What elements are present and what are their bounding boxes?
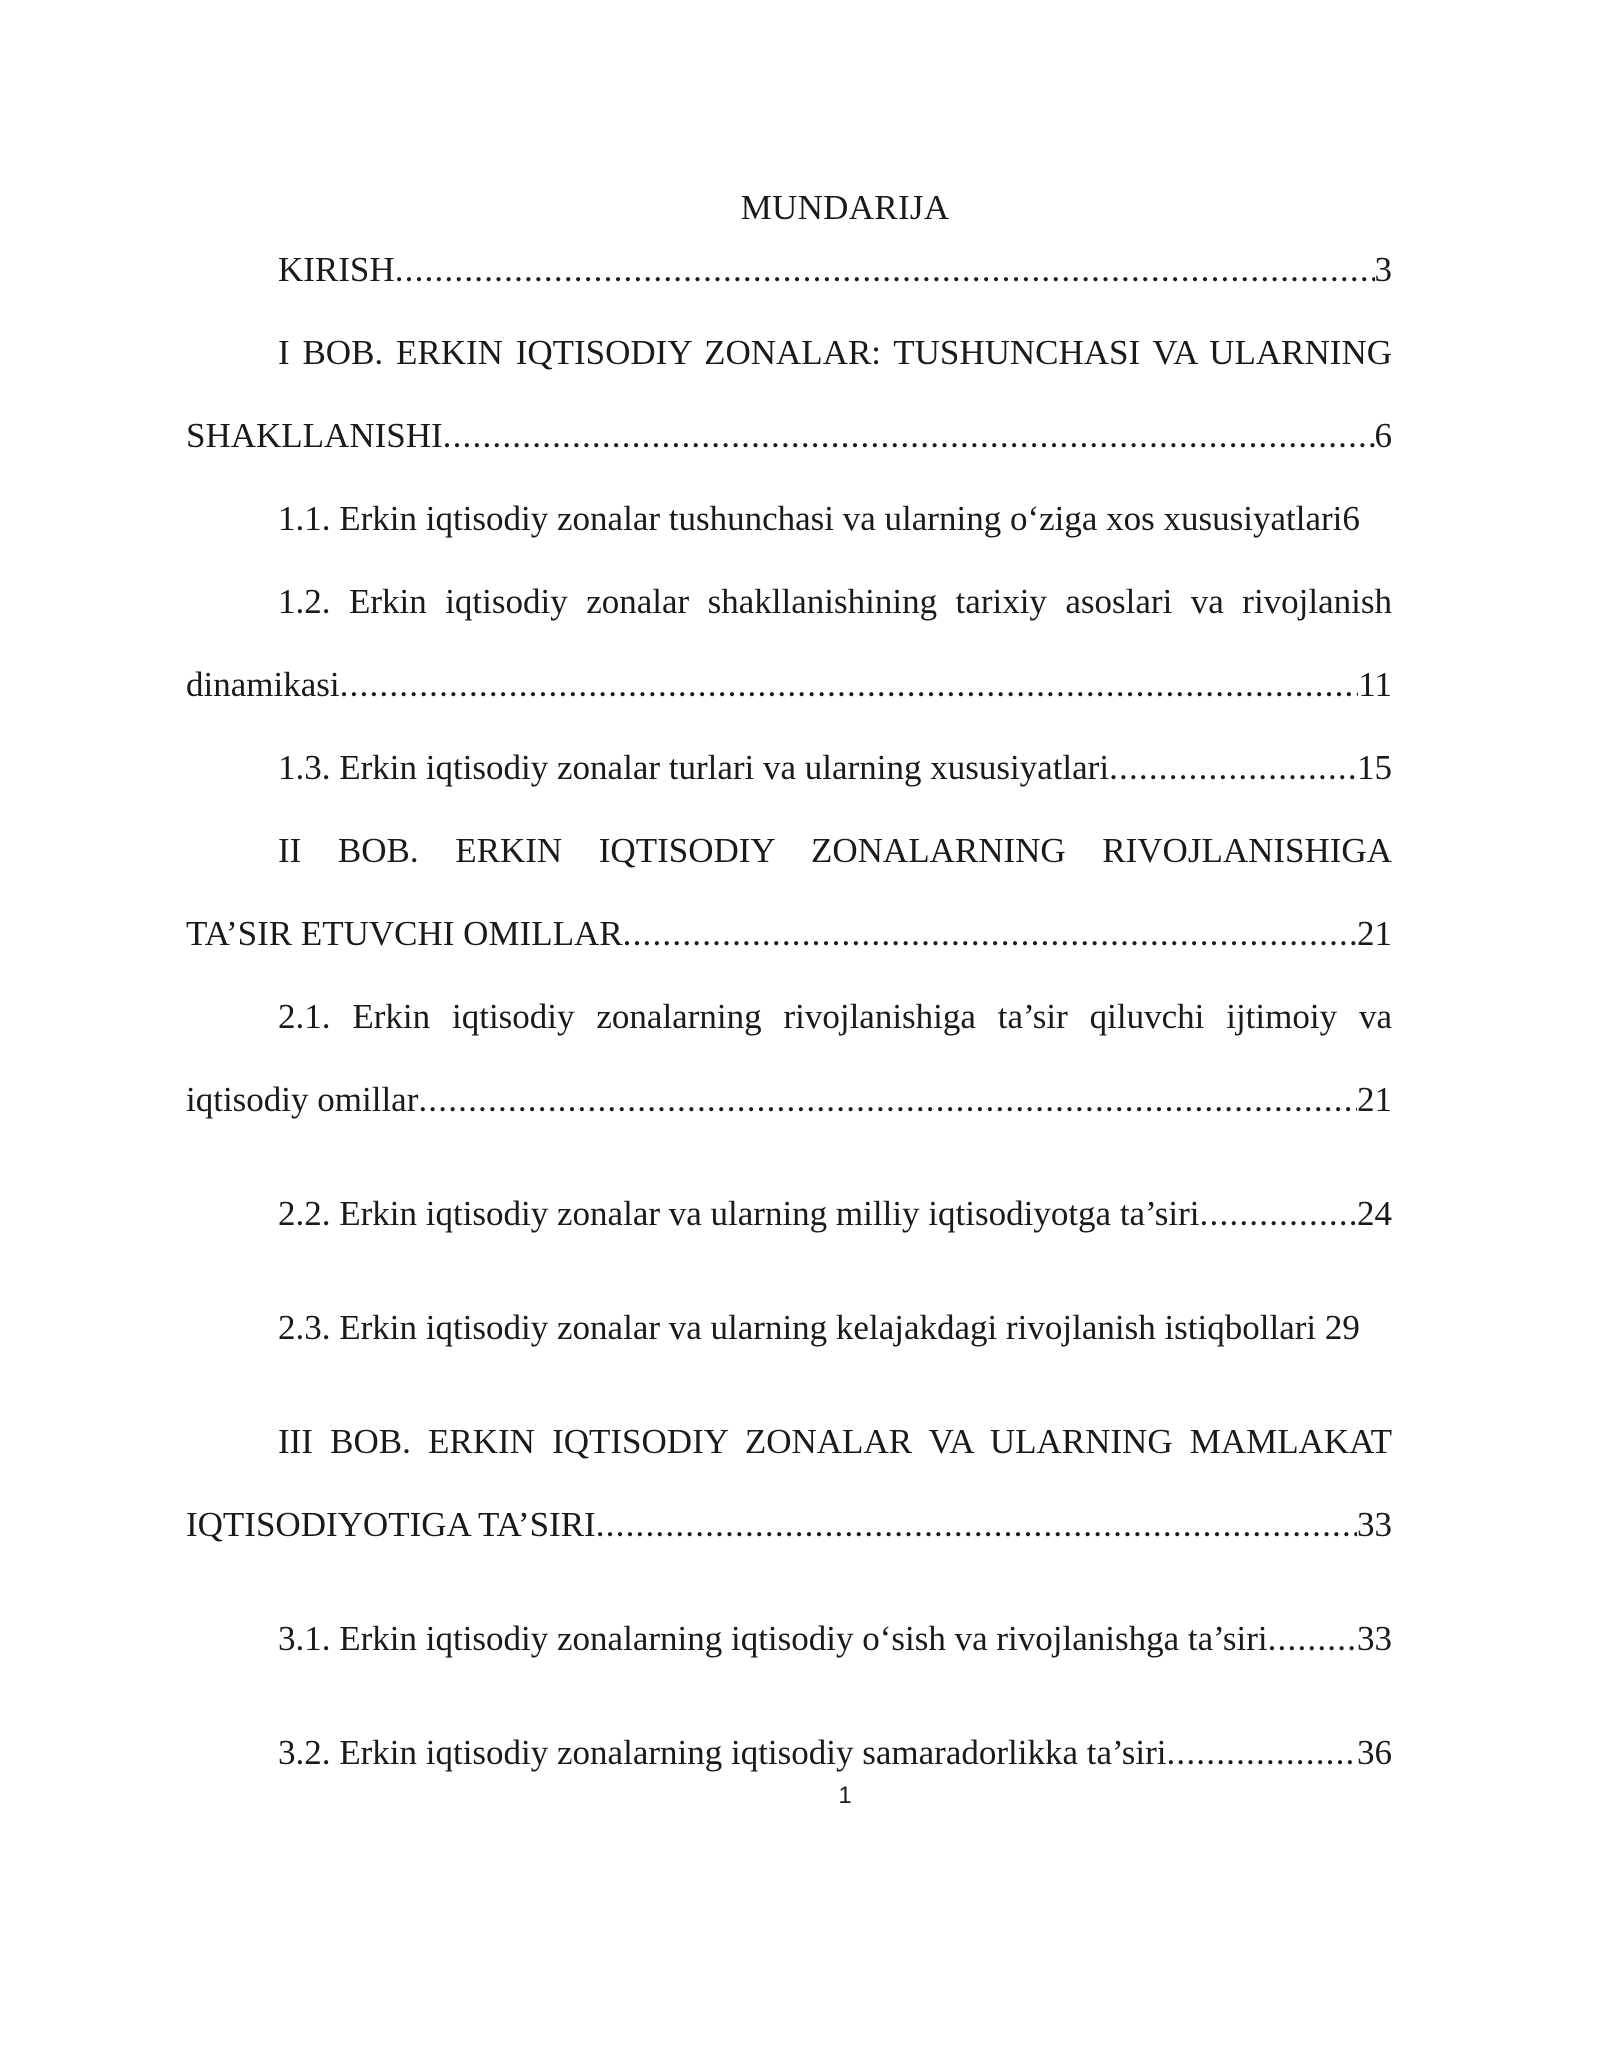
toc-entry-bob2-line2[interactable] <box>186 912 1392 956</box>
toc-page-number: 3 <box>1374 250 1392 289</box>
toc-entry-bob2-line1[interactable]: II BOB. ERKIN IQTISODIY ZONALARNING RIVOJLANISHIGA <box>278 831 1392 870</box>
toc-entry-label: dinamikasi <box>186 665 340 704</box>
toc-entry-1-2-line1[interactable]: 1.2. Erkin iqtisodiy zonalar shakllanishining tarixiy asoslari va rivojlanish <box>278 582 1392 621</box>
toc-entry-label: 2.2. Erkin iqtisodiy zonalar va ularning milliy iqtisodiyotga ta’siri <box>278 1194 1200 1233</box>
toc-entry-label: 1.3. Erkin iqtisodiy zonalar turlari va ularning xususiyatlari <box>278 748 1110 787</box>
toc-page-number: 21 <box>1357 1080 1392 1119</box>
dot-leader <box>1166 1731 1357 1775</box>
toc-entry-2-1-line1[interactable]: 2.1. Erkin iqtisodiy zonalarning rivojlanishiga ta’sir qiluvchi ijtimoiy va <box>278 997 1392 1036</box>
toc-title: MUNDARIJA <box>740 188 950 227</box>
toc-page-number: 36 <box>1357 1733 1392 1772</box>
dot-leader <box>418 1078 1357 1122</box>
toc-entry-bob1-line2[interactable] <box>186 414 1392 458</box>
toc-entry-1-3[interactable] <box>278 746 1392 790</box>
dot-leader <box>340 663 1359 707</box>
toc-entry-bob1-line1[interactable]: I BOB. ERKIN IQTISODIY ZONALAR: TUSHUNCHASI VA ULARNING <box>278 333 1392 372</box>
toc-entry-label: TA’SIR ETUVCHI OMILLAR <box>186 914 623 953</box>
toc-entry-label: SHAKLLANISHI <box>186 416 443 455</box>
toc-entry-label: 3.1. Erkin iqtisodiy zonalarning iqtisodiy o‘sish va rivojlanishga ta’siri <box>278 1619 1268 1658</box>
dot-leader <box>1268 1617 1357 1661</box>
toc-page-number: 11 <box>1358 665 1392 704</box>
dot-leader <box>1109 746 1357 790</box>
toc-page-number: 33 <box>1357 1619 1392 1658</box>
toc-entry-label: 3.2. Erkin iqtisodiy zonalarning iqtisodiy samaradorlikka ta’siri <box>278 1733 1167 1772</box>
toc-entry-label: KIRISH <box>278 250 395 289</box>
toc-entry-label: iqtisodiy omillar <box>186 1080 419 1119</box>
toc-entry-bob3-line2[interactable] <box>186 1503 1392 1547</box>
toc-entry-1-2-line2[interactable] <box>186 663 1392 707</box>
toc-entry-2-1-line2[interactable] <box>186 1078 1392 1122</box>
toc-entry-1-1[interactable]: 1.1. Erkin iqtisodiy zonalar tushunchasi va ularning o‘ziga xos xususiyatlari6 <box>278 499 1360 538</box>
dot-leader <box>395 248 1375 292</box>
dot-leader <box>596 1503 1357 1547</box>
toc-entry-kirish[interactable] <box>278 248 1392 292</box>
toc-page-number: 33 <box>1357 1505 1392 1544</box>
page-number-footer: 1 <box>838 1782 852 1809</box>
toc-entry-2-2[interactable] <box>278 1192 1392 1236</box>
toc-entry-3-2[interactable] <box>278 1731 1392 1775</box>
dot-leader <box>623 912 1357 956</box>
toc-page-number: 24 <box>1357 1194 1392 1233</box>
toc-entry-bob3-line1[interactable]: III BOB. ERKIN IQTISODIY ZONALAR VA ULARNING MAMLAKAT <box>278 1422 1392 1461</box>
dot-leader <box>443 414 1375 458</box>
dot-leader <box>1200 1192 1357 1236</box>
toc-page-number: 21 <box>1357 914 1392 953</box>
toc-entry-label: IQTISODIYOTIGA TA’SIRI <box>186 1505 596 1544</box>
toc-entry-2-3[interactable]: 2.3. Erkin iqtisodiy zonalar va ularning kelajakdagi rivojlanish istiqbollari 29 <box>278 1308 1360 1347</box>
toc-page-number: 6 <box>1374 416 1392 455</box>
toc-page-number: 15 <box>1357 748 1392 787</box>
toc-entry-3-1[interactable] <box>278 1617 1392 1661</box>
